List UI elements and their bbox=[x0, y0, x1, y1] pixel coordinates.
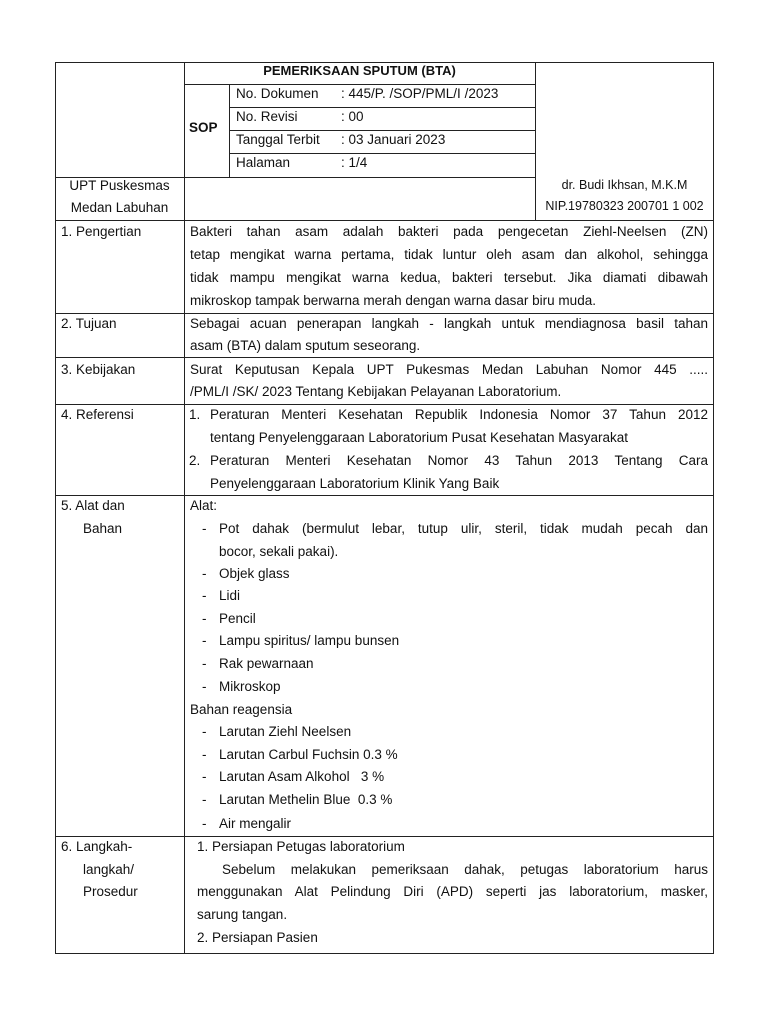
list-dash: - bbox=[202, 792, 207, 807]
section-label-pengertian: 1. Pengertian bbox=[61, 224, 142, 239]
list-dash: - bbox=[202, 588, 207, 603]
section-label-referensi: 4. Referensi bbox=[61, 407, 134, 422]
section-label-alat-bahan: 5. Alat dan bbox=[61, 498, 125, 513]
revision-label: No. Revisi bbox=[236, 109, 298, 124]
document-title: PEMERIKSAAN SPUTUM (BTA) bbox=[263, 63, 456, 78]
issue-date-value: : 03 Januari 2023 bbox=[341, 132, 446, 147]
list-dash: - bbox=[202, 724, 207, 739]
pengertian-text-line: mikroskop tampak berwarna merah dengan warna dasar biru muda. bbox=[190, 293, 596, 308]
table-border-left bbox=[55, 62, 56, 953]
list-dash: - bbox=[202, 633, 207, 648]
pengertian-text-line: Bakteri tahan asam adalah bakteri pada pengecetan Ziehl-Neelsen (ZN) bbox=[190, 224, 708, 239]
section-label-prosedur-line3: Prosedur bbox=[83, 884, 138, 899]
table-border-right bbox=[713, 62, 714, 953]
list-dash: - bbox=[202, 816, 207, 831]
page-value: : 1/4 bbox=[341, 155, 368, 170]
alat-item: Rak pewarnaan bbox=[219, 656, 314, 671]
doc-number-label: No. Dokumen bbox=[236, 86, 319, 101]
sop-label: SOP bbox=[189, 120, 218, 135]
list-dash: - bbox=[202, 566, 207, 581]
prosedur-step-title: 2. Persiapan Pasien bbox=[197, 930, 318, 945]
list-dash: - bbox=[202, 611, 207, 626]
pengertian-text-line: tidak mampu mengikat warna kedua, bakteri tersebut. Jika diamati dibawah bbox=[190, 270, 708, 285]
doc-number-value: : 445/P. /SOP/PML/I /2023 bbox=[341, 86, 499, 101]
alat-item: Pot dahak (bermulut lebar, tutup ulir, steril, tidak mudah pecah dan bbox=[219, 521, 708, 536]
alat-item: Lidi bbox=[219, 588, 241, 603]
prosedur-step-text: menggunakan Alat Pelindung Diri (APD) seperti jas laboratorium, masker, bbox=[197, 884, 708, 899]
section-label-alat-bahan-line2: Bahan bbox=[83, 521, 123, 536]
alat-item: Objek glass bbox=[219, 566, 290, 581]
bahan-item: Air mengalir bbox=[219, 816, 292, 831]
kebijakan-text-line: /PML/I /SK/ 2023 Tentang Kebijakan Pelayanan Laboratorium. bbox=[190, 384, 562, 399]
alat-item: Lampu spiritus/ lampu bunsen bbox=[219, 633, 400, 648]
prosedur-step-title: 1. Persiapan Petugas laboratorium bbox=[197, 839, 405, 854]
section-divider bbox=[55, 836, 714, 837]
referensi-item-line: tentang Penyelenggaraan Laboratorium Pusat Kesehatan Masyarakat bbox=[210, 430, 629, 445]
section-divider bbox=[55, 404, 714, 405]
list-dash: - bbox=[202, 656, 207, 671]
tujuan-text-line: Sebagai acuan penerapan langkah - langkah untuk mendiagnosa basil tahan bbox=[190, 316, 708, 331]
pengertian-text-line: tetap mengikat warna pertama, tidak luntur oleh asam dan alkohol, sehingga bbox=[190, 247, 708, 262]
prosedur-step-text: Sebelum melakukan pemeriksaan dahak, petugas laboratorium harus bbox=[222, 862, 708, 877]
section-label-prosedur: 6. Langkah- bbox=[61, 839, 133, 854]
section-divider bbox=[55, 495, 714, 496]
tujuan-text-line: asam (BTA) dalam sputum seseorang. bbox=[190, 338, 421, 353]
kebijakan-text-line: Surat Keputusan Kepala UPT Pukesmas Medan Labuhan Nomor 445 ..... bbox=[190, 362, 708, 377]
prosedur-step-text: sarung tangan. bbox=[197, 907, 288, 922]
alat-item: Pencil bbox=[219, 611, 256, 626]
referensi-item-line: Peraturan Menteri Kesehatan Nomor 43 Tahun 2013 Tentang Cara bbox=[210, 453, 708, 468]
label-column-divider bbox=[184, 62, 185, 953]
list-dash: - bbox=[202, 521, 207, 536]
section-divider bbox=[55, 313, 714, 314]
bahan-item: Larutan Methelin Blue 0.3 % bbox=[219, 792, 393, 807]
bahan-heading: Bahan reagensia bbox=[190, 702, 293, 717]
revision-value: : 00 bbox=[341, 109, 364, 124]
alat-item: Mikroskop bbox=[219, 679, 281, 694]
organization-name-line1: UPT Puskesmas bbox=[69, 178, 170, 193]
referensi-item-line: Penyelenggaraan Laboratorium Klinik Yang Baik bbox=[210, 476, 500, 491]
issue-date-label: Tanggal Terbit bbox=[236, 132, 320, 147]
section-divider bbox=[55, 220, 714, 221]
bahan-item: Larutan Asam Alkohol 3 % bbox=[219, 769, 385, 784]
page-label: Halaman bbox=[236, 155, 291, 170]
section-divider bbox=[55, 357, 714, 358]
section-label-tujuan: 2. Tujuan bbox=[61, 316, 117, 331]
alat-item-continuation: bocor, sekali pakai). bbox=[219, 544, 339, 559]
table-border-bottom bbox=[55, 953, 714, 954]
referensi-number: 2. bbox=[189, 453, 201, 468]
referensi-item-line: Peraturan Menteri Kesehatan Republik Indonesia Nomor 37 Tahun 2012 bbox=[210, 407, 708, 422]
organization-name-line2: Medan Labuhan bbox=[70, 200, 169, 215]
bahan-item: Larutan Carbul Fuchsin 0.3 % bbox=[219, 747, 398, 762]
list-dash: - bbox=[202, 769, 207, 784]
signer-name: dr. Budi Ikhsan, M.K.M bbox=[561, 178, 688, 192]
bahan-item: Larutan Ziehl Neelsen bbox=[219, 724, 352, 739]
referensi-number: 1. bbox=[189, 407, 201, 422]
list-dash: - bbox=[202, 747, 207, 762]
section-label-kebijakan: 3. Kebijakan bbox=[61, 362, 136, 377]
list-dash: - bbox=[202, 679, 207, 694]
signer-nip: NIP.19780323 200701 1 002 bbox=[545, 199, 704, 213]
section-label-prosedur-line2: langkah/ bbox=[83, 862, 135, 877]
alat-heading: Alat: bbox=[190, 498, 218, 513]
